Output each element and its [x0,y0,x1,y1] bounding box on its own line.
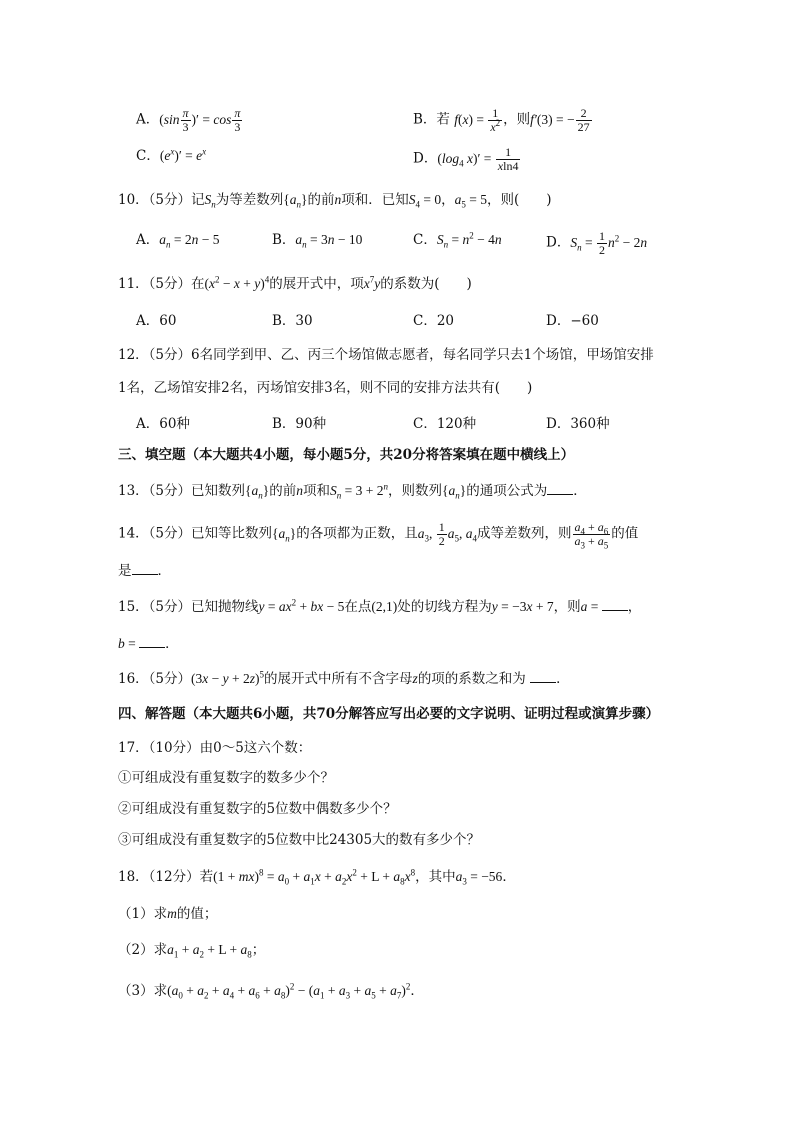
q11-option-a: A．60 [136,313,177,329]
section-4-heading: 四、解答题（本大题共6小题，共70分解答应写出必要的文字说明、证明过程或演算步骤） [118,706,660,722]
q12-stem-line2: 1名，乙场馆安排2名，丙场馆安排3名，则不同的安排方法共有( ) [118,380,533,396]
q11-option-b: B．30 [272,313,313,329]
q17-stem: 17．（10分）由0～5这六个数： [118,740,312,756]
q9-option-d: D．($\log_4$ x)′ = $\frac{1}{xln4}$ [413,145,519,173]
q12-option-d: D．360种 [546,416,610,432]
q12-option-a: A．60种 [136,416,190,432]
q18-part-3: （3）求$(a_0 + a_2 + a_4 + a_6 + a_8)^2 - (a_1 + a_3 + a_5 + a_7)^2$． [118,981,424,1001]
q18-part-1: （1）求m的值； [118,906,218,922]
q12-option-c: C．120种 [413,416,477,432]
q12-option-b: B．90种 [272,416,327,432]
q11-option-d: D．−60 [546,313,599,329]
q12-stem-line1: 12．（5分）6名同学到甲、乙、丙三个场馆做志愿者，每名同学只去1个场馆，甲场馆安排 [118,347,654,363]
q11-option-c: C．20 [413,313,455,329]
q9-option-c: C．$(e^x)' = e^x$ [136,146,207,164]
q13-stem: 13．（5分）已知数列$\{a_n\}$的前n项和$S_n = 3 + 2^n$，则数列$\{a_n\}$的通项公式为 ． [118,481,587,501]
section-3-heading: 三、填空题（本大题共4小题，每小题5分，共20分将答案填在题中横线上） [118,447,575,463]
q14-stem-line2: 是 ． [118,563,171,579]
q18-stem: 18．（12分）若$(1 + mx)^8 = a_0 + a_1x + a_2x^2 + L + a_8x^8$，其中$a_3 = -56$． [118,867,516,887]
q10-option-d: D．$S_n$ = $\frac{1}{2}$ $n^2 - 2n$ [546,229,648,257]
q16-stem: 16．（5分）$(3x - y + 2z)^5$的展开式中所有不含字母z的项的系数之和为 ． [118,669,570,687]
q15-stem: 15．（5分）已知抛物线$y = ax^2$ + bx − 5在点(2,1)处的切线方程为y = −3x + 7，则a = ， [118,597,642,615]
q11-stem: 11．（5分）在$(x^2 - x + y)^4$的展开式中，项$x^7y$的系数为( ) [118,274,472,292]
q9-option-b: B．若 f(x) = $\frac{1}{x^2}$ ，则f′(3) = − $\frac{2}{27}$ [413,106,590,134]
q10-option-a: A．$a_n = 2n - 5$ [136,232,220,250]
q17-item-3: ③可组成没有重复数字的5位数中比24305大的数有多少个？ [118,832,481,848]
q17-item-1: ①可组成没有重复数字的数多少个？ [118,770,334,786]
q10-option-b: B．$a_n = 3n - 10$ [272,232,363,250]
q18-part-2: （2）求$a_1 + a_2 + L + a_8$； [118,942,266,960]
q10-option-c: C．$S_n = n^2 - 4n$ [413,230,502,250]
q17-item-2: ②可组成没有重复数字的5位数中偶数多少个？ [118,801,397,817]
q10-stem: 10．（5分）记$S_n$为等差数列$\{a_n\}$的前n项和．已知$S_4 = 0$，$a_5 = 5$，则( ) [118,192,552,210]
q14-stem: 14．（5分）已知等比数列$\{a_n\}$的各项都为正数，且$a_3$, $\frac{1}{2}$ $a_5$, $a_4$成等差数列，则 $\frac{a_4 + a_6}{a_3 + a_5}$ 的值 [118,520,639,551]
q9-option-a: A．(sin $\frac{\pi}{3}$ )′ = cos $\frac{\pi}{3}$ [136,106,241,134]
q15-stem-line2: b = ． [118,636,179,652]
